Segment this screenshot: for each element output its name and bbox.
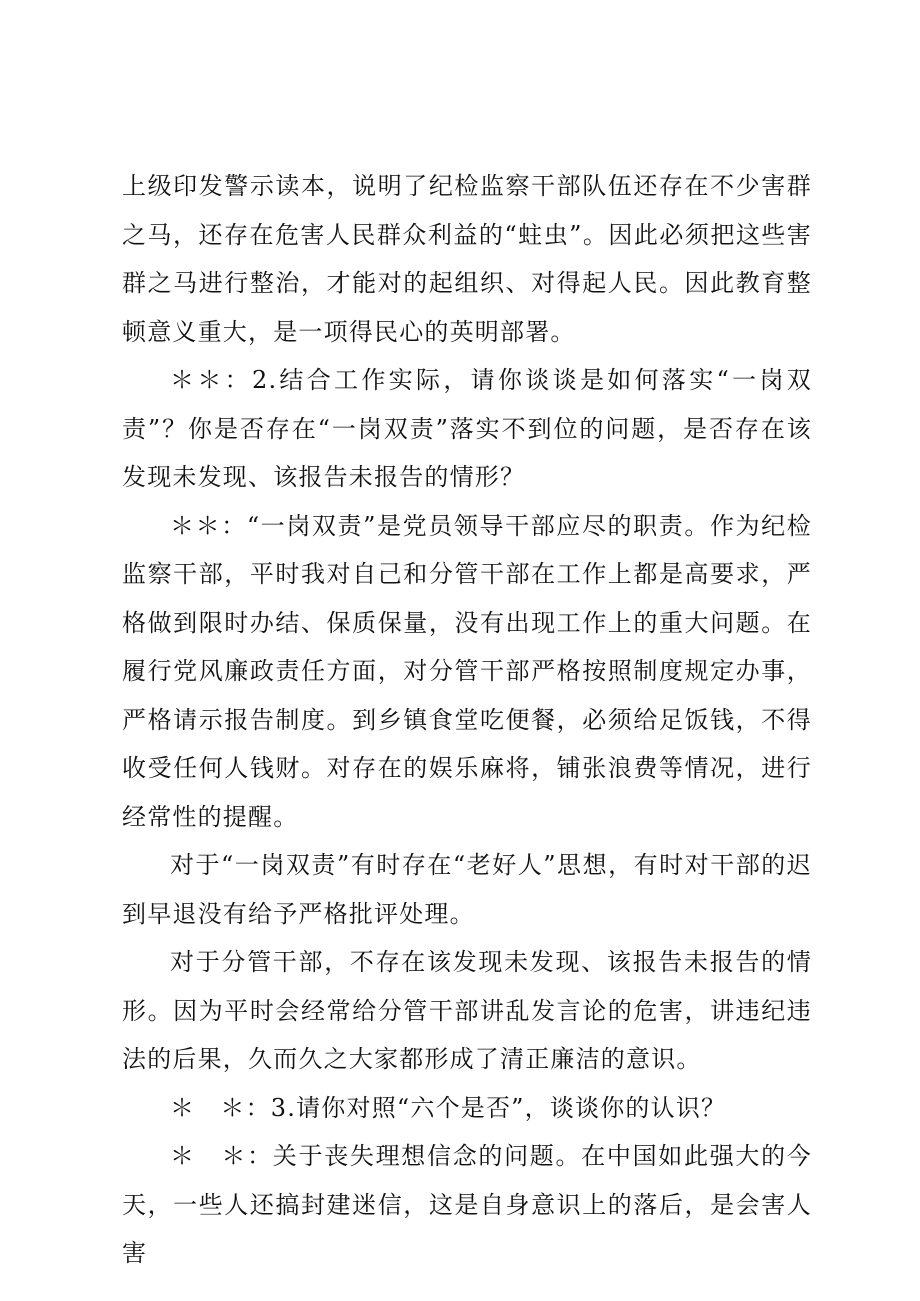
paragraph-6: ＊ ＊：3.请你对照“六个是否”，谈谈你的认识？ bbox=[170, 1093, 727, 1122]
paragraph-7: ＊ ＊：关于丧失理想信念的问题。在中国如此强大的今天，一些人还搞封建迷信，这是自身意识上的落后，是会害人害 bbox=[122, 1142, 812, 1267]
document-body bbox=[122, 162, 812, 1278]
paragraph-3: ＊＊：“一岗双责”是党员领导干部应尽的职责。作为纪检监察干部，平时我对自己和分管干部在工作上都是高要求，严格做到限时办结、保质保量，没有出现工作上的重大问题。在履行党风廉政责任方面，对分管干部严格按照制度规定办事，严格请示报告制度。到乡镇食堂吃便餐，必须给足饭钱，不得收受任何人钱财。对存在的娱乐麻将，铺张浪费等情况，进行经常性的提醒。 bbox=[122, 511, 812, 831]
paragraph-5: 对于分管干部，不存在该发现未发现、该报告未报告的情形。因为平时会经常给分管干部讲乱发言论的危害，讲违纪违法的后果，久而久之大家都形成了清正廉洁的意识。 bbox=[122, 948, 812, 1073]
paragraph-2: ＊＊：2.结合工作实际，请你谈谈是如何落实“一岗双责”？你是否存在“一岗双责”落实不到位的问题，是否存在该发现未发现、该报告未报告的情形？ bbox=[122, 366, 812, 491]
paragraph-4: 对于“一岗双责”有时存在“老好人”思想，有时对干部的迟到早退没有给予严格批评处理。 bbox=[122, 851, 812, 928]
paragraph-1: 上级印发警示读本，说明了纪检监察干部队伍还存在不少害群之马，还存在危害人民群众利益的“蛀虫”。因此必须把这些害群之马进行整治，才能对的起组织、对得起人民。因此教育整顿意义重大，是一项得民心的英明部署。 bbox=[122, 172, 812, 346]
